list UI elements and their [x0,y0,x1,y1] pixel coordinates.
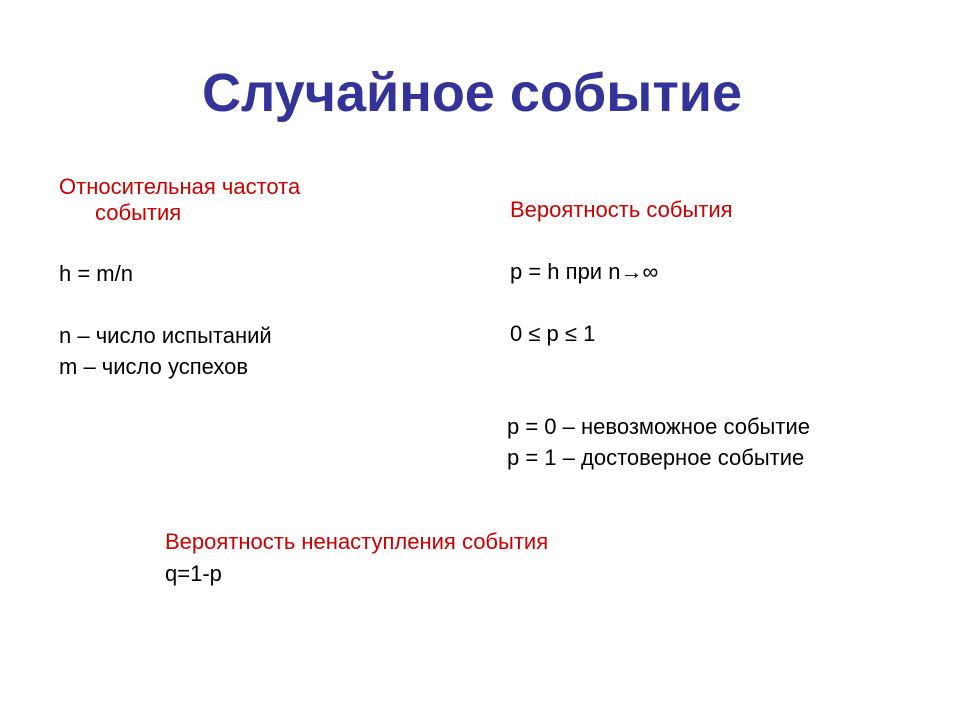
non-occurrence-heading: Вероятность ненаступления события [165,529,549,554]
definition-m: m – число успехов [59,354,249,379]
probability-limit: p = h при n→∞ [510,259,659,284]
frequency-formula: h = m/n [59,261,133,286]
certain-event: p = 1 – достоверное событие [507,445,805,470]
relative-frequency-heading-line2-text: события [95,200,182,225]
slide-title: Случайное событие [202,63,742,123]
probability-range: 0 ≤ p ≤ 1 [510,321,596,346]
impossible-event: p = 0 – невозможное событие [507,414,810,439]
probability-heading: Вероятность события [510,197,733,222]
relative-frequency-heading-line1: Относительная частота [59,174,301,199]
relative-frequency-heading-line2 [59,200,181,226]
definition-n: n – число испытаний [59,323,272,348]
non-occurrence-formula: q=1-p [165,561,222,586]
